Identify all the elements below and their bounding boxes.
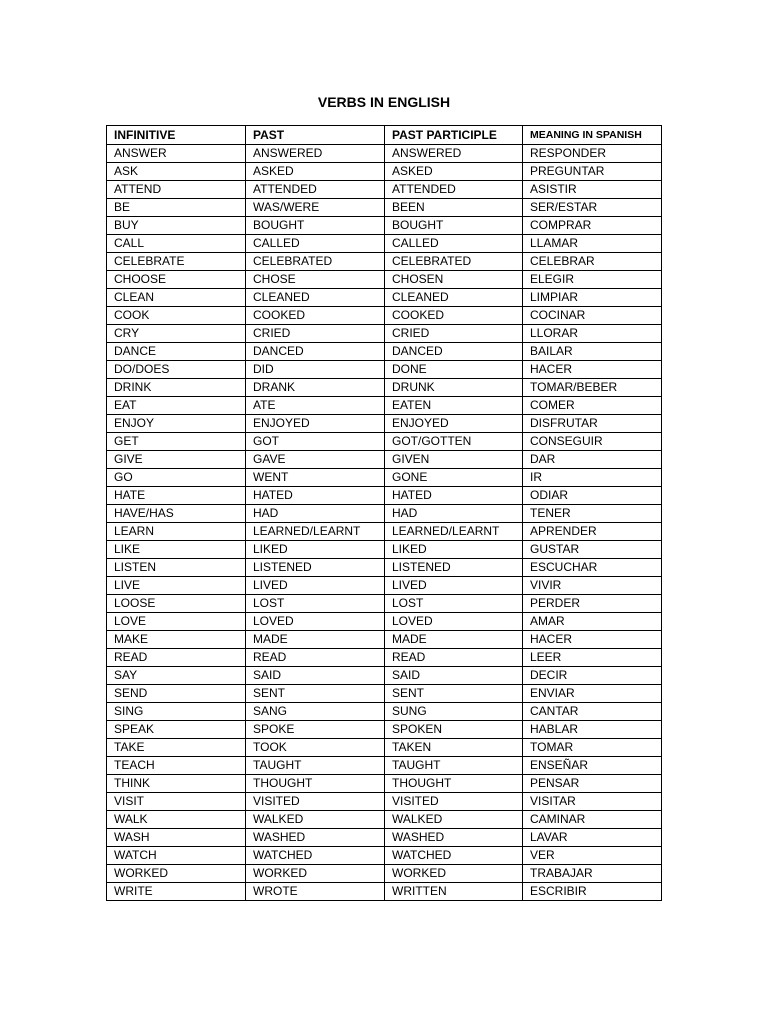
cell-infinitive: ANSWER [107,145,246,163]
cell-past: GOT [246,433,385,451]
cell-meaning-in-spanish: SER/ESTAR [523,199,662,217]
cell-past-participle: GONE [385,469,523,487]
cell-past-participle: TAUGHT [385,757,523,775]
cell-past-participle: MADE [385,631,523,649]
cell-past-participle: CELEBRATED [385,253,523,271]
cell-infinitive: ATTEND [107,181,246,199]
table-row [107,559,662,577]
table-row [107,163,662,181]
cell-infinitive: TEACH [107,757,246,775]
cell-past: WENT [246,469,385,487]
cell-meaning-in-spanish: LIMPIAR [523,289,662,307]
cell-past-participle: WATCHED [385,847,523,865]
cell-past: WAS/WERE [246,199,385,217]
header-infinitive: INFINITIVE [107,126,246,145]
cell-infinitive: LISTEN [107,559,246,577]
cell-infinitive: THINK [107,775,246,793]
cell-meaning-in-spanish: RESPONDER [523,145,662,163]
cell-infinitive: CRY [107,325,246,343]
cell-past: CHOSE [246,271,385,289]
cell-infinitive: MAKE [107,631,246,649]
cell-past: READ [246,649,385,667]
cell-past-participle: ANSWERED [385,145,523,163]
cell-past: ATTENDED [246,181,385,199]
cell-infinitive: DANCE [107,343,246,361]
cell-infinitive: EAT [107,397,246,415]
cell-infinitive: BUY [107,217,246,235]
cell-past: SPOKE [246,721,385,739]
cell-past: COOKED [246,307,385,325]
table-row [107,595,662,613]
cell-meaning-in-spanish: DISFRUTAR [523,415,662,433]
cell-past-participle: CLEANED [385,289,523,307]
table-row [107,307,662,325]
cell-past-participle: HATED [385,487,523,505]
cell-past-participle: LIKED [385,541,523,559]
cell-past: LEARNED/LEARNT [246,523,385,541]
cell-past: HATED [246,487,385,505]
cell-infinitive: WORKED [107,865,246,883]
cell-past: DANCED [246,343,385,361]
table-row [107,703,662,721]
cell-past-participle: GIVEN [385,451,523,469]
cell-past-participle: CALLED [385,235,523,253]
cell-infinitive: DRINK [107,379,246,397]
cell-past: WROTE [246,883,385,901]
table-row [107,523,662,541]
cell-infinitive: CELEBRATE [107,253,246,271]
cell-meaning-in-spanish: COCINAR [523,307,662,325]
table-row [107,757,662,775]
cell-past-participle: CHOSEN [385,271,523,289]
cell-meaning-in-spanish: ESCUCHAR [523,559,662,577]
cell-past-participle: GOT/GOTTEN [385,433,523,451]
cell-meaning-in-spanish: ELEGIR [523,271,662,289]
cell-past: TOOK [246,739,385,757]
cell-infinitive: GO [107,469,246,487]
cell-meaning-in-spanish: IR [523,469,662,487]
cell-past-participle: SUNG [385,703,523,721]
cell-meaning-in-spanish: TOMAR/BEBER [523,379,662,397]
table-row [107,541,662,559]
cell-meaning-in-spanish: COMER [523,397,662,415]
header-past: PAST [246,126,385,145]
cell-infinitive: ASK [107,163,246,181]
cell-meaning-in-spanish: HABLAR [523,721,662,739]
table-row [107,451,662,469]
verbs-table [106,125,662,901]
cell-meaning-in-spanish: LLAMAR [523,235,662,253]
cell-infinitive: READ [107,649,246,667]
cell-past-participle: DRUNK [385,379,523,397]
cell-meaning-in-spanish: PERDER [523,595,662,613]
cell-meaning-in-spanish: HACER [523,361,662,379]
table-row [107,667,662,685]
cell-past: WATCHED [246,847,385,865]
cell-past-participle: ATTENDED [385,181,523,199]
cell-past: LOST [246,595,385,613]
cell-past: WASHED [246,829,385,847]
cell-infinitive: WASH [107,829,246,847]
cell-past-participle: SPOKEN [385,721,523,739]
table-row [107,775,662,793]
cell-meaning-in-spanish: ESCRIBIR [523,883,662,901]
table-row [107,811,662,829]
table-row [107,379,662,397]
cell-infinitive: SAY [107,667,246,685]
cell-past: SANG [246,703,385,721]
cell-meaning-in-spanish: LAVAR [523,829,662,847]
table-row [107,721,662,739]
table-row [107,325,662,343]
cell-past-participle: ENJOYED [385,415,523,433]
cell-past: VISITED [246,793,385,811]
cell-infinitive: ENJOY [107,415,246,433]
cell-meaning-in-spanish: CAMINAR [523,811,662,829]
cell-past: THOUGHT [246,775,385,793]
cell-past: MADE [246,631,385,649]
cell-past-participle: LOVED [385,613,523,631]
header-meaning-in-spanish: MEANING IN SPANISH [523,126,662,145]
cell-meaning-in-spanish: VIVIR [523,577,662,595]
cell-past: LISTENED [246,559,385,577]
cell-past: ENJOYED [246,415,385,433]
cell-past-participle: COOKED [385,307,523,325]
cell-past-participle: LISTENED [385,559,523,577]
cell-past-participle: LIVED [385,577,523,595]
cell-past-participle: ASKED [385,163,523,181]
cell-past-participle: DONE [385,361,523,379]
table-row [107,685,662,703]
table-row [107,199,662,217]
cell-infinitive: HATE [107,487,246,505]
cell-meaning-in-spanish: ODIAR [523,487,662,505]
cell-meaning-in-spanish: ENSEÑAR [523,757,662,775]
cell-meaning-in-spanish: CELEBRAR [523,253,662,271]
cell-past-participle: READ [385,649,523,667]
cell-past-participle: THOUGHT [385,775,523,793]
cell-infinitive: HAVE/HAS [107,505,246,523]
table-row [107,847,662,865]
cell-infinitive: WRITE [107,883,246,901]
cell-meaning-in-spanish: CANTAR [523,703,662,721]
cell-meaning-in-spanish: CONSEGUIR [523,433,662,451]
table-row [107,181,662,199]
cell-past: BOUGHT [246,217,385,235]
cell-past: ATE [246,397,385,415]
cell-past: LIVED [246,577,385,595]
cell-infinitive: SING [107,703,246,721]
table-row [107,235,662,253]
cell-past: TAUGHT [246,757,385,775]
cell-infinitive: GET [107,433,246,451]
cell-infinitive: SPEAK [107,721,246,739]
cell-past: HAD [246,505,385,523]
cell-past-participle: EATEN [385,397,523,415]
cell-meaning-in-spanish: COMPRAR [523,217,662,235]
cell-past-participle: BEEN [385,199,523,217]
cell-past-participle: SAID [385,667,523,685]
cell-past: CALLED [246,235,385,253]
cell-infinitive: WATCH [107,847,246,865]
cell-infinitive: CHOOSE [107,271,246,289]
cell-past-participle: BOUGHT [385,217,523,235]
table-row [107,487,662,505]
cell-meaning-in-spanish: TOMAR [523,739,662,757]
table-row [107,397,662,415]
cell-infinitive: WALK [107,811,246,829]
cell-past-participle: SENT [385,685,523,703]
cell-meaning-in-spanish: AMAR [523,613,662,631]
table-row [107,631,662,649]
cell-past-participle: LOST [385,595,523,613]
cell-past: DID [246,361,385,379]
cell-meaning-in-spanish: TENER [523,505,662,523]
cell-infinitive: COOK [107,307,246,325]
cell-meaning-in-spanish: ASISTIR [523,181,662,199]
table-row [107,577,662,595]
cell-past: CLEANED [246,289,385,307]
cell-infinitive: SEND [107,685,246,703]
cell-past-participle: WORKED [385,865,523,883]
table-row [107,469,662,487]
cell-past-participle: LEARNED/LEARNT [385,523,523,541]
cell-meaning-in-spanish: PENSAR [523,775,662,793]
cell-past: WORKED [246,865,385,883]
table-row [107,433,662,451]
table-row [107,883,662,901]
table-row [107,415,662,433]
cell-infinitive: CLEAN [107,289,246,307]
cell-infinitive: LEARN [107,523,246,541]
cell-infinitive: CALL [107,235,246,253]
cell-meaning-in-spanish: DAR [523,451,662,469]
cell-infinitive: LIKE [107,541,246,559]
cell-meaning-in-spanish: ENVIAR [523,685,662,703]
table-row [107,343,662,361]
table-row [107,829,662,847]
cell-past-participle: TAKEN [385,739,523,757]
cell-past: LOVED [246,613,385,631]
cell-past: SENT [246,685,385,703]
cell-meaning-in-spanish: VISITAR [523,793,662,811]
cell-past: SAID [246,667,385,685]
cell-meaning-in-spanish: DECIR [523,667,662,685]
cell-past: ANSWERED [246,145,385,163]
cell-infinitive: VISIT [107,793,246,811]
cell-infinitive: DO/DOES [107,361,246,379]
cell-past: LIKED [246,541,385,559]
table-row [107,217,662,235]
cell-infinitive: LIVE [107,577,246,595]
cell-meaning-in-spanish: GUSTAR [523,541,662,559]
cell-meaning-in-spanish: BAILAR [523,343,662,361]
cell-past: CRIED [246,325,385,343]
cell-infinitive: LOOSE [107,595,246,613]
table-row [107,865,662,883]
cell-past-participle: VISITED [385,793,523,811]
table-row [107,271,662,289]
cell-past-participle: DANCED [385,343,523,361]
cell-past-participle: HAD [385,505,523,523]
table-row [107,361,662,379]
page-title: VERBS IN ENGLISH [317,94,451,110]
cell-past: DRANK [246,379,385,397]
cell-meaning-in-spanish: PREGUNTAR [523,163,662,181]
table-row [107,649,662,667]
table-row [107,253,662,271]
cell-past-participle: CRIED [385,325,523,343]
cell-past: CELEBRATED [246,253,385,271]
table-row [107,145,662,163]
table-header-row [107,126,662,145]
cell-past: ASKED [246,163,385,181]
table-row [107,793,662,811]
cell-meaning-in-spanish: LEER [523,649,662,667]
cell-infinitive: LOVE [107,613,246,631]
table-row [107,739,662,757]
cell-meaning-in-spanish: LLORAR [523,325,662,343]
cell-infinitive: GIVE [107,451,246,469]
cell-past: GAVE [246,451,385,469]
table-row [107,289,662,307]
table-body [107,145,662,901]
cell-meaning-in-spanish: VER [523,847,662,865]
cell-meaning-in-spanish: TRABAJAR [523,865,662,883]
cell-meaning-in-spanish: HACER [523,631,662,649]
table-row [107,505,662,523]
cell-past: WALKED [246,811,385,829]
cell-past-participle: WRITTEN [385,883,523,901]
cell-meaning-in-spanish: APRENDER [523,523,662,541]
cell-past-participle: WASHED [385,829,523,847]
table-row [107,613,662,631]
header-past-participle: PAST PARTICIPLE [385,126,523,145]
cell-past-participle: WALKED [385,811,523,829]
cell-infinitive: BE [107,199,246,217]
cell-infinitive: TAKE [107,739,246,757]
